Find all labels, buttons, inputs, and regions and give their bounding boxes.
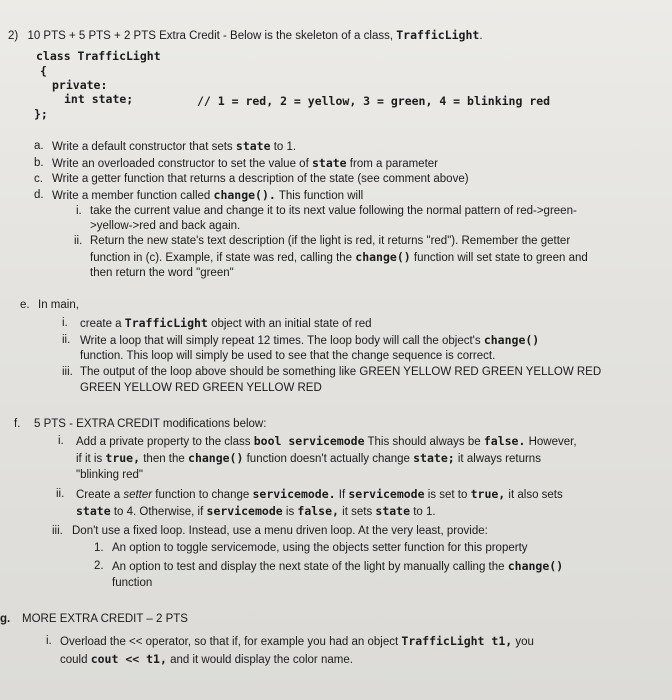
class-name: TrafficLight (396, 28, 480, 42)
item-f-iii-1: 1. An option to toggle servicemode, using the objects setter function for this property (94, 542, 528, 554)
item-g: g. MORE EXTRA CREDIT – 2 PTS (0, 613, 188, 625)
code-line-close-brace: }; (34, 107, 48, 121)
item-e-ii: ii. Write a loop that will simply repeat 12 times. The loop body will call the object's change() function. This loop will simply be used to see that the change sequence is correct. (62, 333, 540, 362)
code-line-state: int state; (64, 92, 134, 106)
item-f-i: i. Add a private property to the class bool servicemode This should always be false. However, if it is true, then the change() function doesn't actually change state; it always returns "blinking red" (58, 434, 577, 481)
item-e-iii: iii. The output of the loop above should be something like GREEN YELLOW RED GREEN YELLOW RED GREEN YELLOW RED GREEN YELLOW RED (62, 366, 602, 394)
code-line-class: class TrafficLight (36, 49, 161, 63)
item-e: e. In main, (20, 299, 79, 311)
code-line-private: private: (52, 78, 108, 92)
item-f-ii: ii. Create a setter function to change servicemode. If servicemode is set to true, it also sets state to 4. Otherwise, if servicemode is false, it sets state to 1. (56, 487, 563, 518)
question-intro: 10 PTS + 5 PTS + 2 PTS Extra Credit - Below is the skeleton of a class, (27, 30, 394, 42)
item-f-iii-2: 2. An option to test and display the next state of the light by manually calling the change() function (94, 559, 564, 589)
item-d: d. Write a member function called change(). This function will (34, 188, 364, 202)
item-e-i: i. create a TrafficLight object with an initial state of red (62, 316, 372, 330)
item-f-iii: iii. Don't use a fixed loop. Instead, use a menu driven loop. At the very least, provide: (52, 525, 488, 537)
code-line-open-brace: { (40, 64, 47, 78)
question-header: 2) 10 PTS + 5 PTS + 2 PTS Extra Credit - Below is the skeleton of a class, TrafficLight. (8, 28, 483, 42)
question-number: 2) (8, 30, 19, 42)
code-comment: // 1 = red, 2 = yellow, 3 = green, 4 = blinking red (197, 94, 551, 108)
item-f: f. 5 PTS - EXTRA CREDIT modifications below: (14, 418, 267, 430)
item-c: c. Write a getter function that returns a description of the state (see comment above) (34, 173, 469, 185)
item-a: a. Write a default constructor that sets state to 1. (34, 139, 297, 153)
item-b: b. Write an overloaded constructor to set the value of state from a parameter (34, 156, 438, 170)
item-d-i: i. take the current value and change it to its next value following the normal pattern of red->green- >yellow->red and back again. (76, 205, 577, 232)
item-g-i: i. Overload the << operator, so that if, for example you had an object TrafficLight t1, you could cout << t1, and it would display the color name. (46, 634, 534, 666)
item-d-ii: ii. Return the new state's text description (if the light is red, it returns "red"). Remember the getter function in (c). Example, if state was red, calling the change() function will set state to green and then return the word "green" (74, 235, 588, 279)
